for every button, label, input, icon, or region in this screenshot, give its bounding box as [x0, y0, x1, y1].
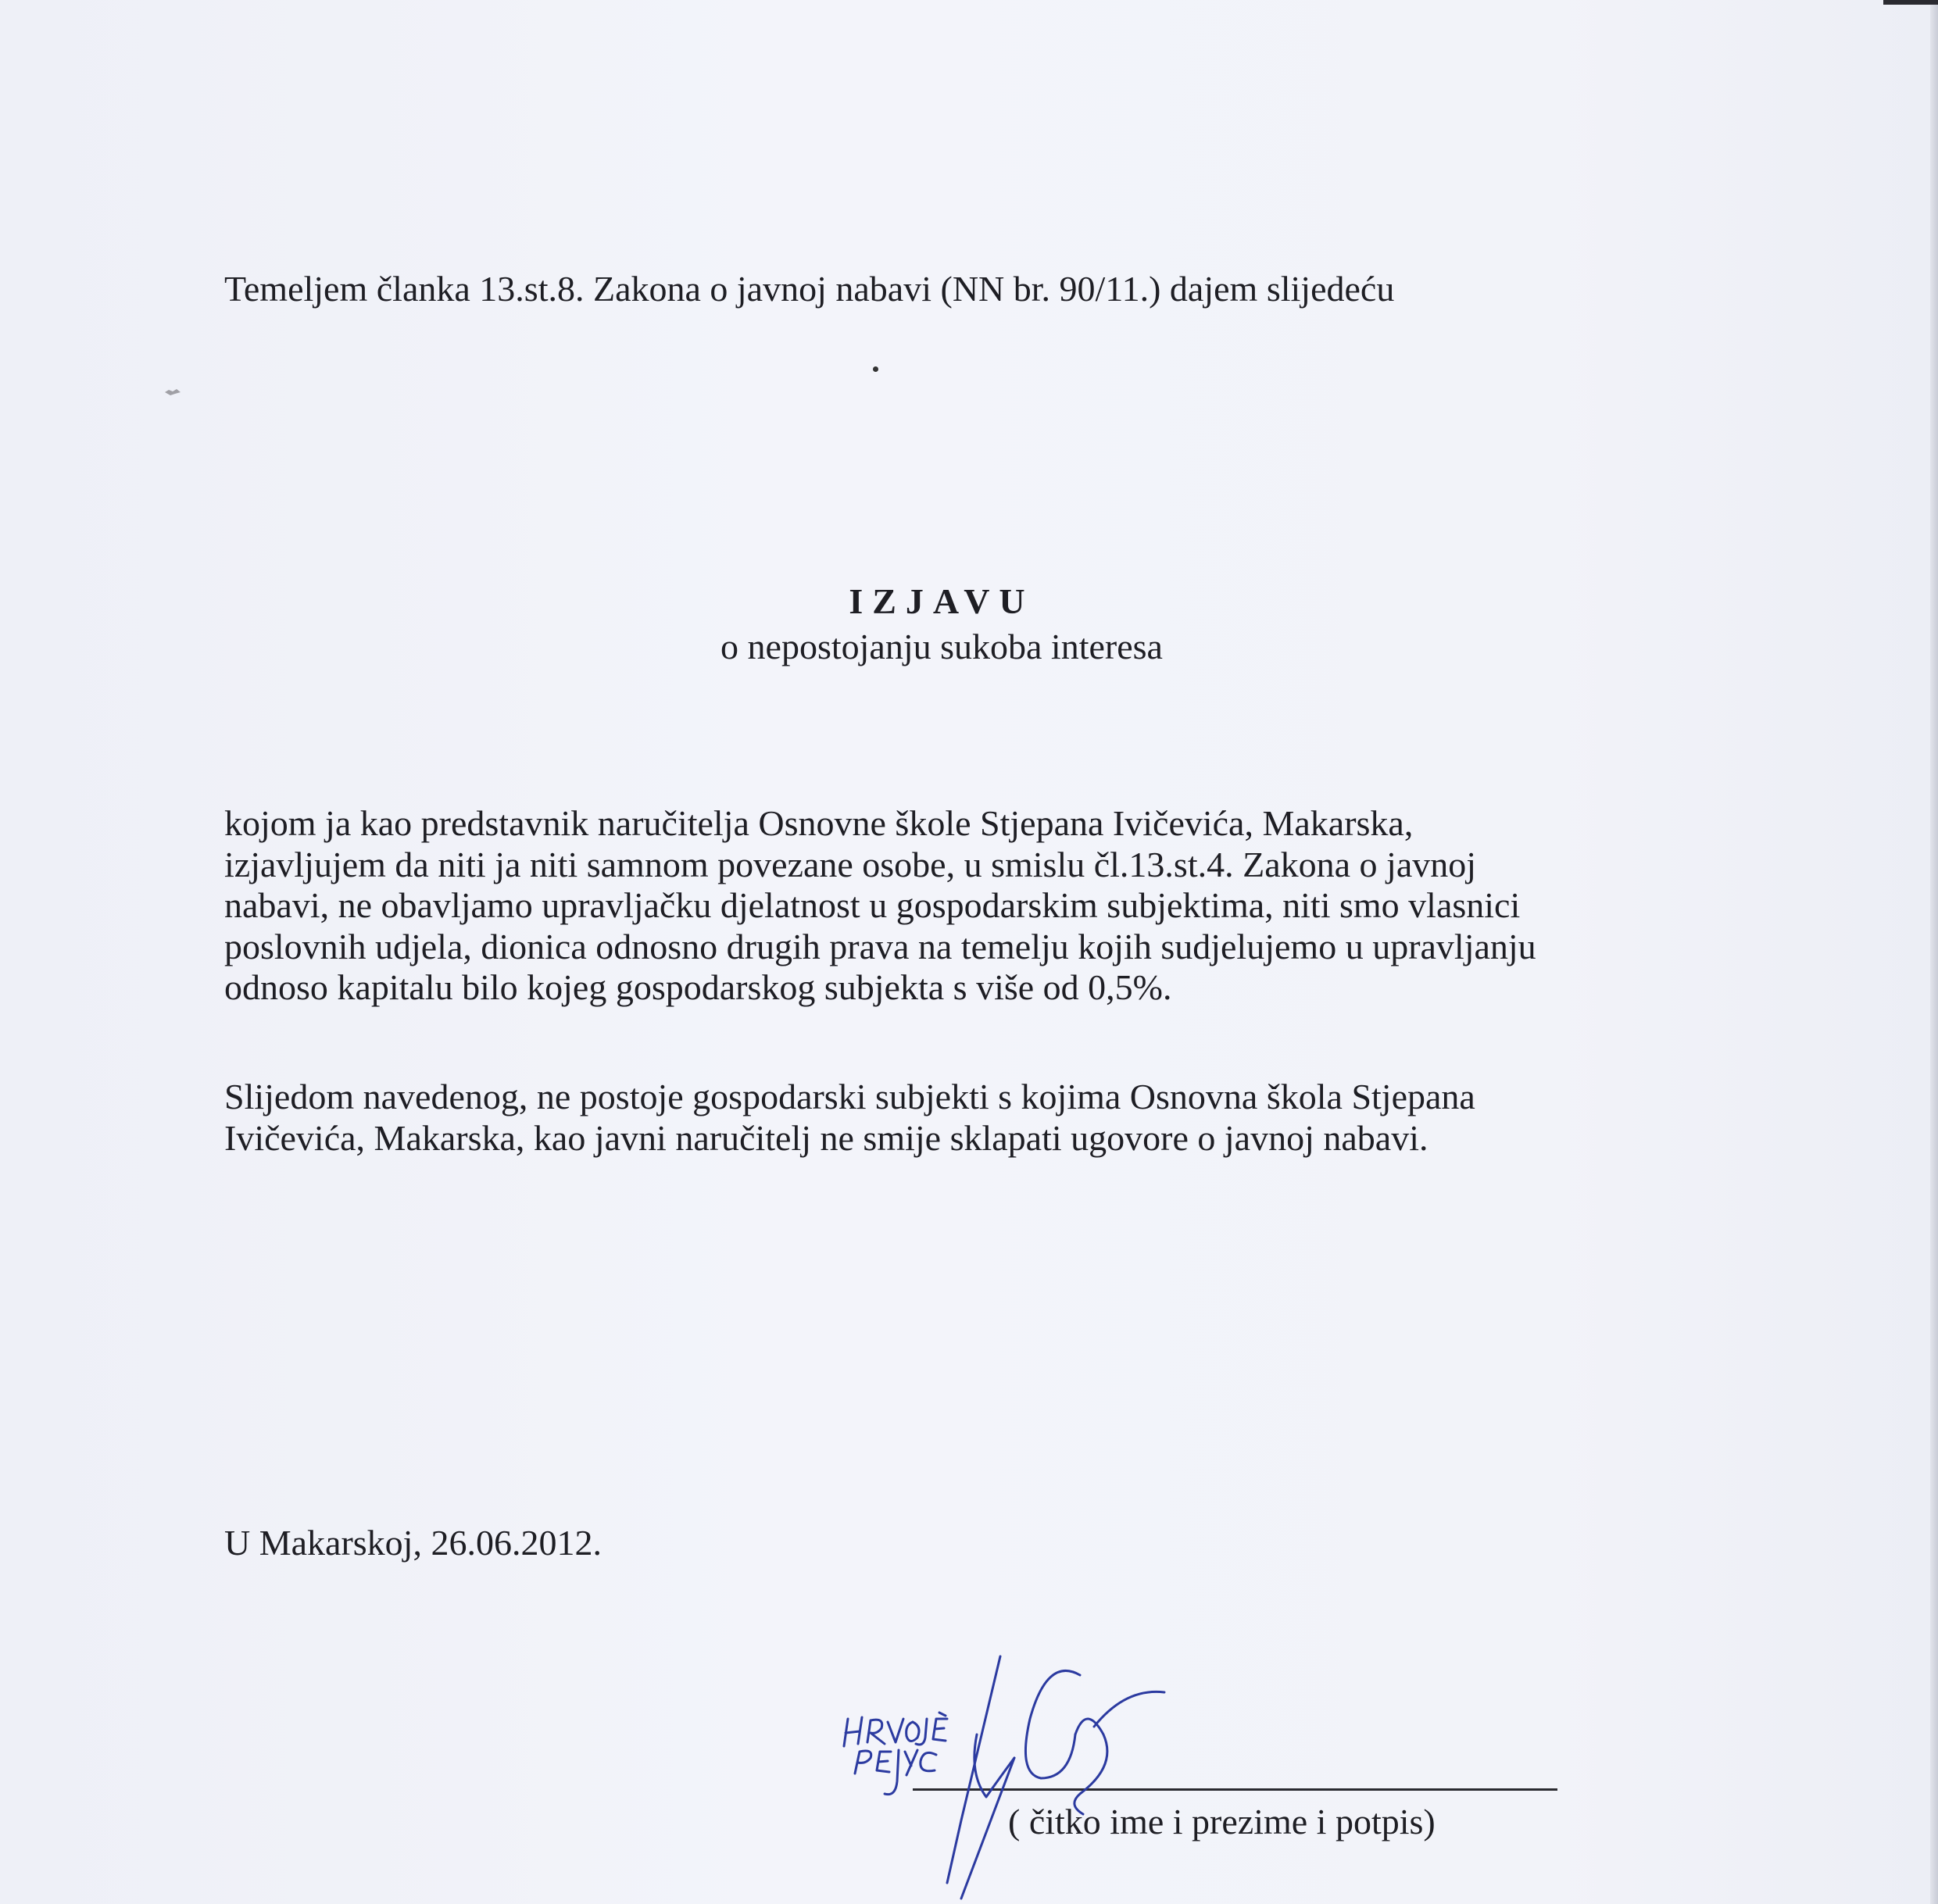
- scan-speck: [164, 388, 181, 397]
- scan-edge: [1930, 0, 1938, 1904]
- signature-caption: ( čitko ime i prezime i potpis): [1008, 1802, 1436, 1841]
- paragraph-line: poslovnih udjela, dionica odnosno drugih prava na temelju kojih sudjelujemo u upravljanju: [224, 926, 1536, 966]
- paragraph-line: nabavi, ne obavljamo upravljačku djelatnost u gospodarskim subjektima, niti smo vlasnici: [224, 885, 1521, 925]
- scan-edge-mark: [1883, 0, 1938, 5]
- ink-dot: [873, 366, 878, 372]
- paragraph-line: Ivičevića, Makarska, kao javni naručitelj ne smije sklapati ugovore o javnoj nabavi.: [224, 1117, 1428, 1158]
- paragraph-line: Slijedom navedenog, ne postoje gospodarski subjekti s kojima Osnovna škola Stjepana: [224, 1077, 1475, 1116]
- place-date: U Makarskoj, 26.06.2012.: [224, 1523, 602, 1563]
- intro-line: Temeljem članka 13.st.8. Zakona o javnoj nabavi (NN br. 90/11.) dajem slijedeću: [224, 269, 1395, 309]
- paragraph-line: odnoso kapitalu bilo kojeg gospodarskog subjekta s više od 0,5%.: [224, 967, 1172, 1007]
- paragraph-line: izjavljujem da niti ja niti samnom povezane osobe, u smislu čl.13.st.4. Zakona o javnoj: [224, 844, 1477, 884]
- statement-paragraph: [224, 803, 1678, 1009]
- handwritten-signature: [836, 1641, 1321, 1904]
- conclusion-paragraph: [224, 1077, 1678, 1159]
- document-subtitle: o nepostojanju sukoba interesa: [720, 627, 1163, 666]
- paragraph-line: kojom ja kao predstavnik naručitelja Osnovne škole Stjepana Ivičevića, Makarska,: [224, 803, 1414, 843]
- document-title: IZJAVU: [849, 581, 1035, 621]
